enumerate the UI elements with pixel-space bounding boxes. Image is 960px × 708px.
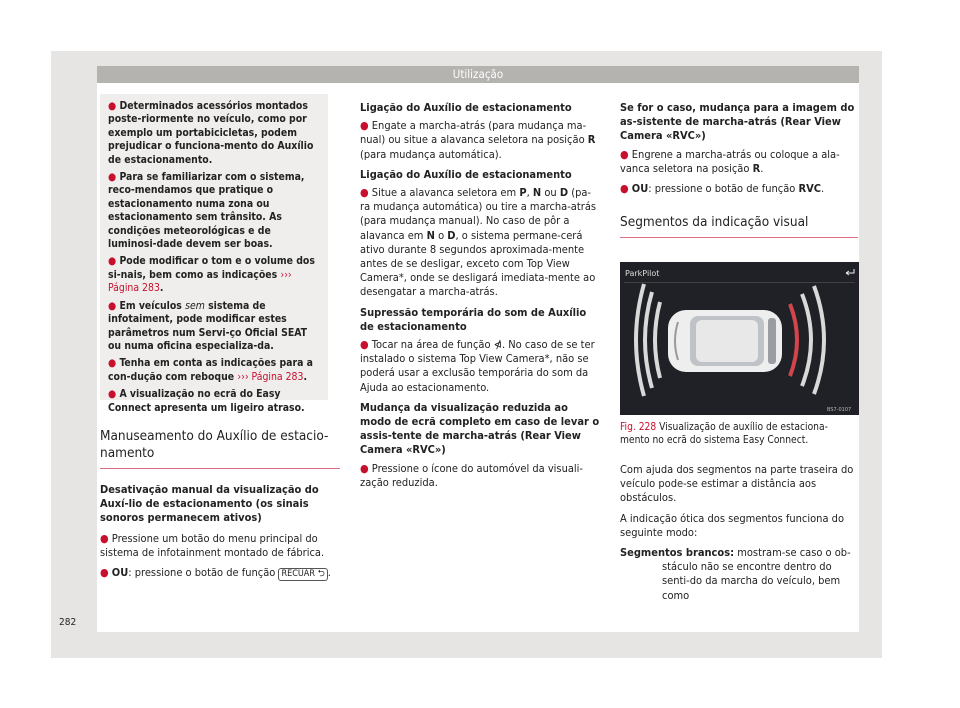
bullet: ● Engrene a marcha-atrás ou coloque a ala-vanca seletora na posição R. — [620, 147, 840, 175]
note-item: ● Determinados acessórios montados poste-riormente no veículo, como por exemplo um portabicicletas, podem prejudicar o funciona-mento do Auxílio de estacionamento. — [108, 100, 314, 166]
paragraph: Com ajuda dos segmentos na parte traseira do veículo pode-se estimar a distância aos obstáculos. — [620, 463, 854, 505]
note-item: ● Em veículos sem sistema de infotaiment, pode modificar estes parâmetros num Servi-ço Oficial SEAT ou numa oficina especializa-da. — [108, 299, 308, 352]
column-3-lower — [620, 463, 858, 609]
section-rule — [100, 468, 340, 469]
section-heading: Manuseamento do Auxílio de estacio-namento — [100, 428, 329, 461]
bullet: ● Pressione o ícone do automóvel da visuali-zação reduzida. — [360, 461, 583, 489]
bullet: ● Engate a marcha-atrás (para mudança ma-nual) ou situe a alavanca seletora na posição R (para mudança automática). — [360, 119, 596, 161]
subheading: Mudança da visualização reduzida ao modo de ecrã completo em caso de levar o assis-tente de marcha-atrás (Rear View Camera «RVC») — [360, 400, 600, 457]
subheading: Supressão temporária do som de Auxílio de estacionamento — [360, 305, 587, 333]
subheading: Se for o caso, mudança para a imagem do as-sistente de marcha-atrás (Rear View Camera «RVC») — [620, 101, 855, 143]
subheading: Desativação manual da visualização do Auxí-lio de estacionamento (os sinais sonoros permanecem ativos) — [100, 483, 319, 525]
note-item: ● Pode modificar o tom e o volume dos si-nais, bem como as indicações ››› Página 283. — [108, 255, 315, 295]
mute-icon: ⋪ — [493, 338, 502, 352]
subheading: Ligação do Auxílio de estacionamento — [360, 167, 572, 181]
figure-code: BS7-0107 — [827, 407, 852, 413]
note-item: ● Tenha em conta as indicações para a con-dução com reboque ››› Página 283. — [108, 357, 313, 383]
note-item: ● Para se familiarizar com o sistema, reco-mendamos que pratique o estacionamento numa zona ou estacionamento sem trânsito. As condições meteorológicas e de luminosi-dade devem ser boas. — [108, 171, 305, 251]
paragraph: A indicação ótica dos segmentos funciona do seguinte modo: — [620, 511, 844, 539]
section-heading: Segmentos da indicação visual — [620, 214, 809, 231]
back-arrow-icon: ⮌ — [317, 569, 325, 580]
note-box — [100, 94, 328, 414]
figure-caption: Fig. 228 Visualização de auxílio de estaciona-mento no ecrã do sistema Easy Connect. — [620, 422, 828, 446]
note-item: ● A visualização no ecrã do Easy Connect apresenta um ligeiro atraso. — [108, 388, 305, 414]
bullet: ● OU: pressione o botão de função RECUAR ⮌ . — [100, 566, 331, 580]
page-link[interactable]: ››› Página 283 — [108, 268, 292, 295]
recuar-button: RECUAR ⮌ — [278, 568, 327, 581]
chapter-header: Utilização — [97, 66, 859, 83]
bullet: ● Situe a alavanca seletora em P, N ou D (pa-ra mudança automática) ou tire a marcha-atrás (para mudança manual). No caso de pôr a alavanca em N o D, o sistema permane-cerá ativo durante 8 segundos aproximada-mente antes de se desligar, exceto com Top View Camera*, onde se desligará imediata-mente ao desengatar a marcha-atrás. — [360, 186, 597, 299]
page-number: 282 — [59, 617, 77, 628]
bullet: ● OU: pressione o botão de função RVC. — [620, 182, 825, 196]
column-2 — [360, 101, 600, 496]
column-1 — [100, 428, 340, 587]
screen-title: ParkPilot — [625, 269, 660, 278]
car-top-view — [668, 310, 782, 372]
parkpilot-figure — [620, 262, 859, 415]
bullet: ● Pressione um botão do menu principal do sistema de infotainment montado de fábrica. — [100, 531, 325, 559]
section-rule — [620, 237, 858, 238]
definition: Segmentos brancos: mostram-se caso o ob-stáculo não se encontre dentro do senti-do da marcha do veículo, bem como — [620, 546, 851, 602]
page-link[interactable]: ››› Página 283 — [237, 370, 304, 383]
subheading: Ligação do Auxílio de estacionamento — [360, 101, 572, 114]
column-3 — [620, 101, 858, 238]
bullet: ● Tocar na área de função ⋪. No caso de se ter instalado o sistema Top View Camera*, não se poderá usar a exclusão temporária do som da Ajuda ao estacionamento. — [360, 338, 595, 394]
